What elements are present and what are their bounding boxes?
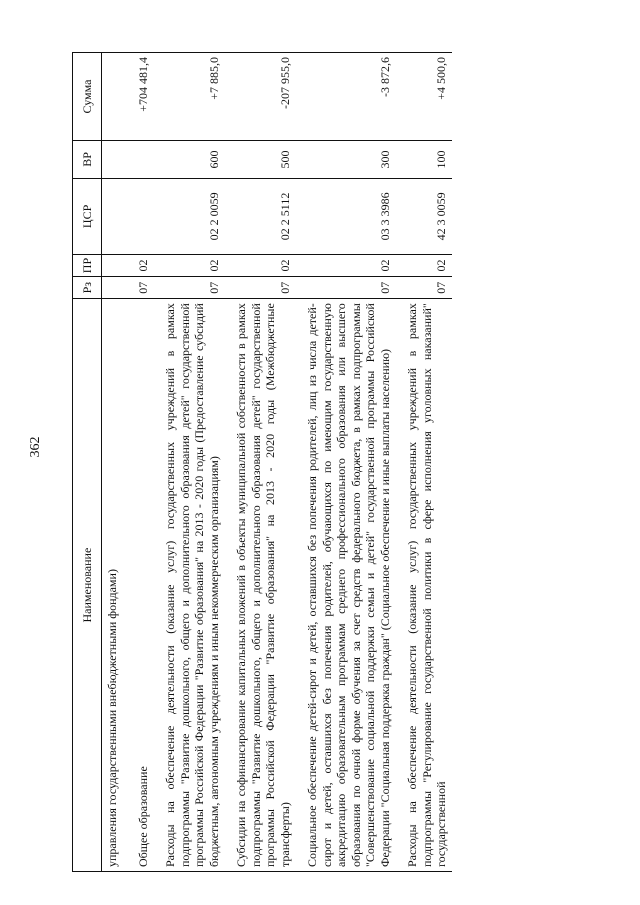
row-sum: +7 885,0 — [160, 53, 231, 141]
row-csr — [126, 178, 161, 254]
rotated-page-content — [72, 26, 592, 872]
row-sum: -3 872,6 — [302, 53, 402, 141]
row-vr — [126, 140, 161, 178]
table-row — [102, 53, 126, 872]
page-number: 362 — [28, 436, 43, 458]
row-rz: 07 — [126, 277, 161, 299]
row-csr: 03 3 3986 — [302, 178, 402, 254]
row-vr: 300 — [302, 140, 402, 178]
row-rz: 07 — [231, 277, 302, 299]
header-csr: ЦСР — [73, 178, 102, 254]
row-sum: +4 500,0 — [402, 53, 452, 141]
row-csr — [102, 178, 126, 254]
row-rz — [102, 277, 126, 299]
row-pr: 02 — [160, 254, 231, 276]
row-pr: 02 — [302, 254, 402, 276]
header-rz: Рз — [73, 277, 102, 299]
row-name: Расходы на обеспечение деятельности (оказание услуг) государственных учреждений в рамках подпрограммы "Развитие дошкольного, общего и дополнительного образования детей" государственной программы Российской Федерации "Развитие образования" на 2013 - 2020 годы (Предоставление субсидий бюджетным, автономным учреждениям и иным некоммерческим организациям) — [160, 299, 231, 872]
row-vr — [102, 140, 126, 178]
row-vr: 500 — [231, 140, 302, 178]
row-pr: 02 — [231, 254, 302, 276]
row-vr: 100 — [402, 140, 452, 178]
row-csr: 02 2 5112 — [231, 178, 302, 254]
row-csr: 02 2 0059 — [160, 178, 231, 254]
header-name: Наименование — [73, 299, 102, 872]
table-header-row — [73, 53, 102, 872]
header-sum: Сумма — [73, 53, 102, 141]
row-rz: 07 — [302, 277, 402, 299]
row-sum: +704 481,4 — [126, 53, 161, 141]
row-csr: 42 3 0059 — [402, 178, 452, 254]
row-name: управления государственными внебюджетными фондами) — [102, 299, 126, 872]
row-rz: 07 — [402, 277, 452, 299]
table-row — [302, 53, 402, 872]
table-row — [160, 53, 231, 872]
row-sum: -207 955,0 — [231, 53, 302, 141]
row-name: Расходы на обеспечение деятельности (оказание услуг) государственных учреждений в рамках подпрограммы "Регулирование государственной политики в сфере исполнения уголовных наказаний" государственной — [402, 299, 452, 872]
header-vr: ВР — [73, 140, 102, 178]
table-row — [126, 53, 161, 872]
row-pr: 02 — [126, 254, 161, 276]
table-row — [231, 53, 302, 872]
row-name: Общее образование — [126, 299, 161, 872]
row-sum — [102, 53, 126, 141]
row-rz: 07 — [160, 277, 231, 299]
budget-table — [72, 52, 452, 872]
row-pr: 02 — [402, 254, 452, 276]
table-row — [402, 53, 452, 872]
row-vr: 600 — [160, 140, 231, 178]
header-pr: ПР — [73, 254, 102, 276]
row-pr — [102, 254, 126, 276]
row-name: Субсидии на софинансирование капитальных вложений в объекты муниципальной собственности в рамках подпрограммы "Развитие дошкольного, общего и дополнительного образования детей" государственной программы Российской Федерации "Развитие образования" на 2013 - 2020 годы (Межбюджетные трансферты) — [231, 299, 302, 872]
row-name: Социальное обеспечение детей-сирот и детей, оставшихся без попечения родителей, лиц из числа детей-сирот и детей, оставшихся без попечения родителей, обучающихся по имеющим государственную аккредитацию образовательным программам среднего профессионального образования или высшего образования по очной форме обучения за счет средств федерального бюджета, в рамках подпрограммы "Совершенствование социальной поддержки семьи и детей" государственной программы Российской Федерации "Социальная поддержка граждан" (Социальное обеспечение и иные выплаты населению) — [302, 299, 402, 872]
